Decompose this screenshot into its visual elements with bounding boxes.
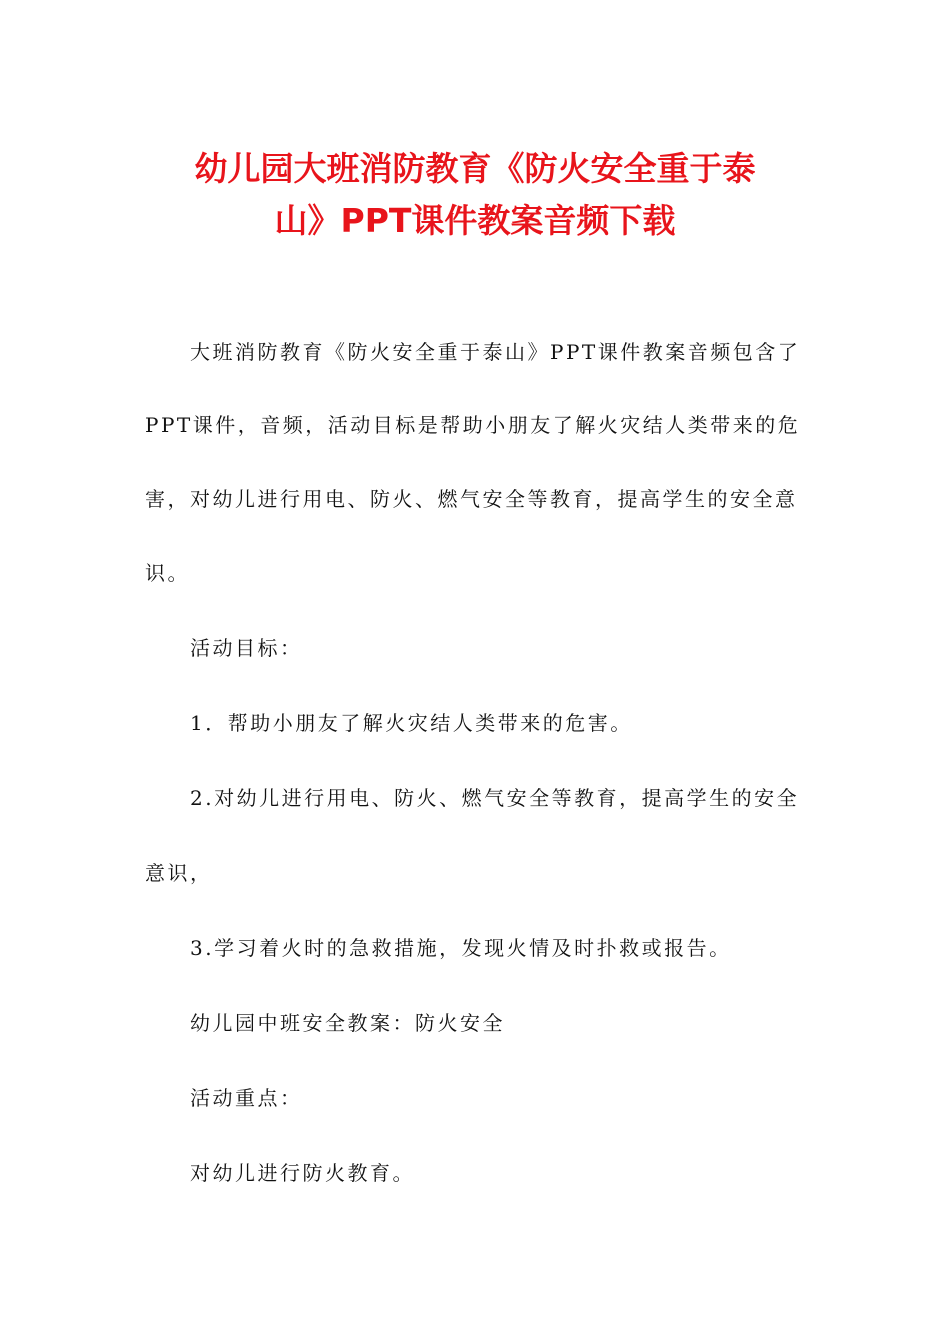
intro-paragraph-line-1: 大班消防教育《防火安全重于泰山》PPT课件教案音频包含了 bbox=[190, 340, 801, 364]
title-line-1: 幼儿园大班消防教育《防火安全重于泰 bbox=[194, 149, 756, 188]
title-line-2: 山》PPT课件教案音频下载 bbox=[274, 201, 676, 240]
section-subtitle: 幼儿园中班安全教案：防火安全 bbox=[190, 1011, 505, 1035]
goal-item-3: 3.学习着火时的急救措施，发现火情及时扑救或报告。 bbox=[190, 936, 732, 960]
goal-item-2-line-1: 2.对幼儿进行用电、防火、燃气安全等教育，提高学生的安全 bbox=[190, 786, 800, 810]
focus-item-1: 对幼儿进行防火教育。 bbox=[190, 1161, 415, 1185]
intro-paragraph-line-3: 害，对幼儿进行用电、防火、燃气安全等教育，提高学生的安全意 bbox=[145, 487, 798, 511]
document-title bbox=[140, 143, 810, 247]
goal-item-2-line-2: 意识， bbox=[145, 861, 213, 885]
intro-paragraph-line-2: PPT课件，音频，活动目标是帮助小朋友了解火灾结人类带来的危 bbox=[145, 413, 801, 437]
intro-paragraph-line-4: 识。 bbox=[145, 561, 190, 585]
goal-item-1: 1．帮助小朋友了解火灾结人类带来的危害。 bbox=[190, 711, 633, 735]
focus-heading: 活动重点： bbox=[190, 1086, 303, 1110]
goals-heading: 活动目标： bbox=[190, 636, 303, 660]
